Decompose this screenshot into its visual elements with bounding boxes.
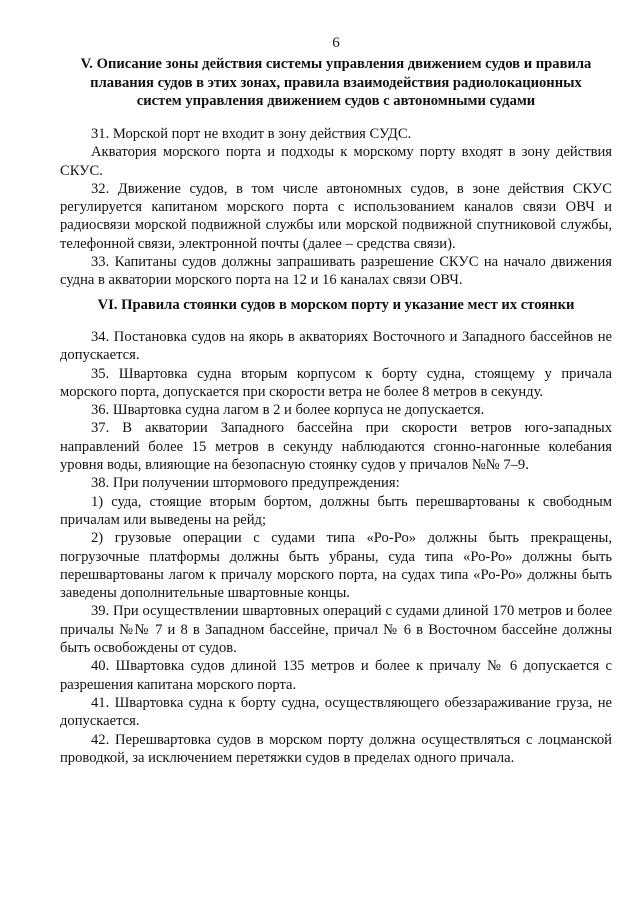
paragraph-42: 42. Перешвартовка судов в морском порту должна осуществляться с лоцманской проводкой, за исключением перетяжки судов в пределах одного причала. <box>60 731 612 766</box>
paragraph-31-cont: Акватория морского порта и подходы к морскому порту входят в зону действия СКУС. <box>60 144 612 179</box>
paragraph-32: 32. Движение судов, в том числе автономных судов, в зоне действия СКУС регулируется капитаном морского порта с использованием каналов связи ОВЧ и радиосвязи морской подвижной службы или морской подвижной спутниковой службы, телефонной связи, электронной почты (далее – средства связи). <box>60 180 612 252</box>
paragraph-37: 37. В акватории Западного бассейна при скорости ветров юго-западных направлений более 15 метров в секунду наблюдаются сгонно-нагонные колебания уровня воды, влияющие на безопасную стоянку судов у причалов №№ 7–9. <box>60 420 612 474</box>
section-5-body <box>60 125 612 290</box>
paragraph-35: 35. Швартовка судна вторым корпусом к борту судна, стоящему у причала морского порта, допускается при скорости ветра не более 8 метров в секунду. <box>60 365 612 400</box>
paragraph-38-item-1: 1) суда, стоящие вторым бортом, должны быть перешвартованы к свободным причалам или выведены на рейд; <box>60 493 612 528</box>
section-5-heading-line-1: V. Описание зоны действия системы управления движением судов и правила <box>80 56 592 72</box>
section-5-heading-line-3: систем управления движением судов с автономными судами <box>136 93 536 109</box>
paragraph-36: 36. Швартовка судна лагом в 2 и более корпуса не допускается. <box>91 402 485 419</box>
section-6-heading: VI. Правила стоянки судов в морском порту и указание мест их стоянки <box>97 297 575 313</box>
paragraph-41: 41. Швартовка судна к борту судна, осуществляющего обеззараживание груза, не допускается. <box>60 694 612 730</box>
paragraph-38-item-2: 2) грузовые операции с судами типа «Ро-Ро» должны быть прекращены, погрузочные платформы должны быть убраны, суда типа «Ро-Ро» должны быть перешвартованы лагом к причалу морского порта, на судах типа «Ро-Ро» должны быть заведены дополнительные швартовные концы. <box>60 530 612 602</box>
paragraph-31: 31. Морской порт не входит в зону действия СУДС. <box>91 126 412 142</box>
section-5-heading <box>60 55 612 111</box>
paragraph-33: 33. Капитаны судов должны запрашивать разрешение СКУС на начало движения судна в акватории морского порта на 12 и 16 каналах связи ОВЧ. <box>60 254 612 289</box>
paragraph-34: 34. Постановка судов на якорь в акваториях Восточного и Западного бассейнов не допускается. <box>60 329 612 364</box>
paragraph-40: 40. Швартовка судов длиной 135 метров и более к причалу № 6 допускается с разрешения капитана морского порта. <box>60 658 612 693</box>
paragraph-38: 38. При получении штормового предупреждения: <box>91 475 400 492</box>
page-number: 6 <box>332 35 340 51</box>
paragraph-39: 39. При осуществлении швартовных операций с судами длиной 170 метров и более причалы №№ 7 и 8 в Западном бассейне, причал № 6 в Восточном бассейне должны быть освобождены от судов. <box>60 603 612 657</box>
section-6-body <box>60 328 612 767</box>
section-5-heading-line-2: плавания судов в этих зонах, правила взаимодействия радиолокационных <box>90 74 582 91</box>
